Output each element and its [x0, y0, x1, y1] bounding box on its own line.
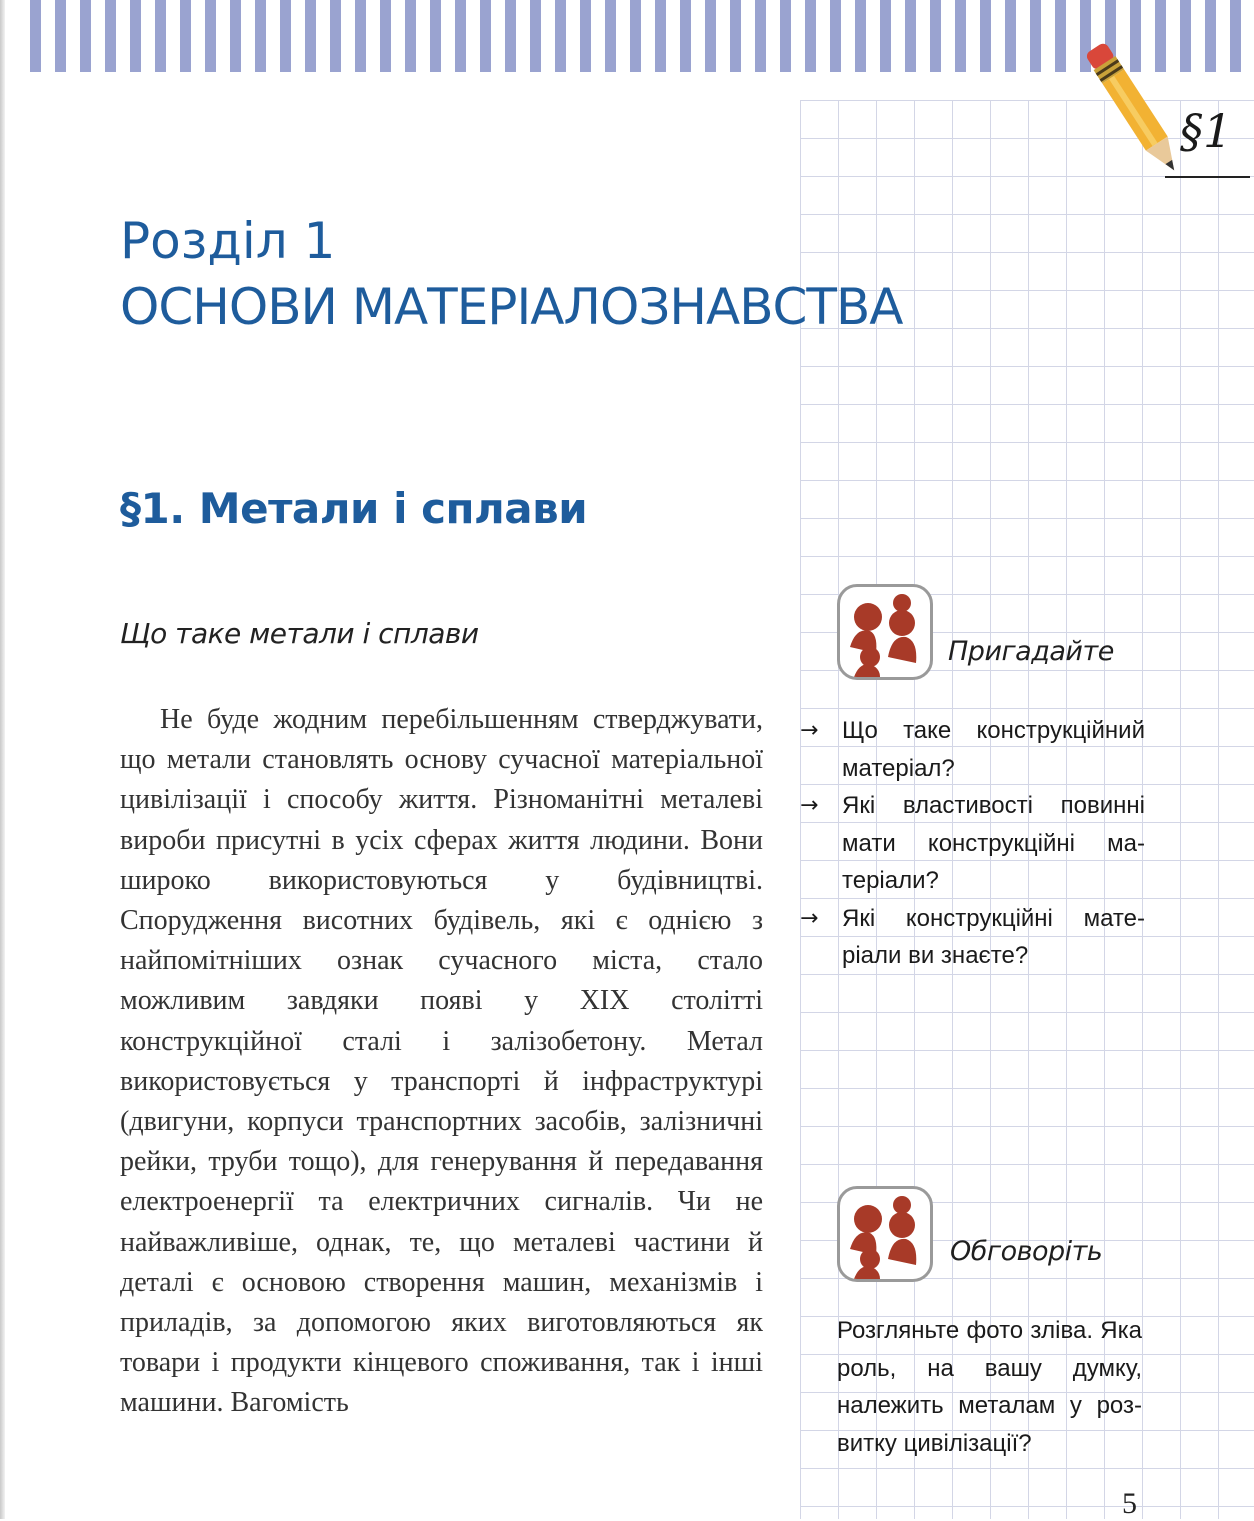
arrow-right-icon: →: [800, 905, 819, 931]
subheading: Що таке метали і сплави: [120, 617, 479, 650]
list-item: → Що таке конструкційний матеріал?: [800, 712, 1145, 787]
discuss-label: Обговоріть: [950, 1236, 1103, 1267]
list-item: → Які конструкційні матеріали ви знаєте?: [800, 900, 1145, 975]
people-discussion-icon: [837, 584, 933, 680]
top-stripe-border: [30, 0, 1254, 72]
page-edge-shadow: [0, 0, 5, 1519]
discuss-text: Розгляньте фото зліва. Яка роль, на вашу думку, належить металам у розвитку цивілізації?: [837, 1317, 1142, 1457]
page-number: 5: [1122, 1487, 1137, 1520]
remember-label: Пригадайте: [948, 636, 1114, 667]
section-mark: §1: [1180, 104, 1233, 158]
arrow-right-icon: →: [800, 718, 819, 743]
paragraph-title: §1. Метали і сплави: [120, 484, 588, 533]
list-item: → Які властивості повинні мати конструкційні матеріали?: [800, 787, 1145, 900]
remember-questions: [800, 712, 1145, 975]
section-mark-underline: [1165, 176, 1250, 178]
arrow-right-icon: →: [800, 793, 819, 818]
chapter-title: ОСНОВИ МАТЕРІАЛОЗНАВСТВА: [120, 278, 903, 336]
chapter-number: Розділ 1: [120, 212, 336, 270]
pencil-icon: [1080, 30, 1190, 190]
chapter-heading: [120, 208, 902, 340]
people-discussion-icon: [837, 1186, 933, 1282]
body-text: Не буде жодним перебільшенням стверджувати, що метали становлять основу сучасної матеріальної цивілізації і способу життя. Різноманітні металеві вироби присутні в усіх сферах життя людини. Вони широко використовуються у будівництві. Спорудження висотних будівель, які є однією з найпомітніших ознак сучасного міста, стало можливим завдяки появі у XIX столітті конструкційної сталі і залізобетону. Метал використовується у транспорті й інфраструктурі (двигуни, корпуси транспортних засобів, залізничні рейки, труби тощо), для генерування й передавання електроенергії та електричних сигналів. Чи не найважливіше, однак, те, що металеві частини й деталі є основою створення машин, механізмів і приладів, за допомогою яких виготовляються як товари і продукти кінцевого споживання, так і інші машини. Вагомість: [120, 704, 763, 1419]
